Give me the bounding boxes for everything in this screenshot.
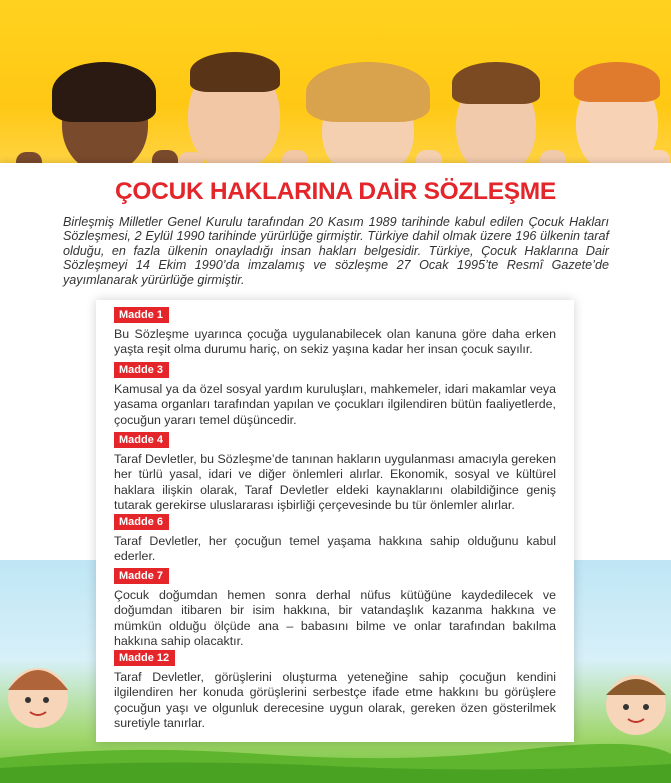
cartoon-girl-icon xyxy=(0,630,90,750)
intro-text: Birleşmiş Milletler Genel Kurulu tarafından 20 Kasım 1989 tarihinde kabul edilen Çocuk Hakları Sözleşmesi, 2 Eylül 1990 tarihinde yürürlüğe girmiştir. Türkiye dahil olmak üzere 196 ülkenin taraf olduğu, en fazla ülkenin onayladığı insan hakları belgesidir. Türkiye, Çocuk Haklarına Dair Sözleşmeyi 14 Ekim 1990’da imzalamış ve sözleşme 27 Ocak 1995’te Resmî Gazete’de yayımlanarak yürürlüğe girmiştir. xyxy=(63,215,609,287)
article-madde-7 xyxy=(114,566,556,649)
child-hair xyxy=(306,62,430,122)
child-hair xyxy=(52,62,156,122)
article-tag: Madde 3 xyxy=(114,362,169,378)
article-text: Taraf Devletler, görüşlerini oluşturma yeteneğine sahip çocuğun kendini ilgilendiren her konuda görüşlerini serbestçe ifade etme hakkını bu görüşlere çocuğun yaşı ve olgunluk derecesine uygun olarak, gereken özen gösterilmek suretiyle tanırlar. xyxy=(114,670,556,730)
child-hair xyxy=(574,62,660,102)
article-text: Kamusal ya da özel sosyal yardım kuruluşları, mahkemeler, idari makamlar veya yasama organları tarafından yapılan ve çocukları ilgilendiren bütün faaliyetlerde, çocuğun yararı temel düşüncedir. xyxy=(114,382,556,427)
grass-icon xyxy=(0,740,671,783)
article-madde-6 xyxy=(114,512,556,565)
article-text: Bu Sözleşme uyarınca çocuğa uygulanabilecek olan kanuna göre daha erken yaşta reşit olma durumu hariç, on sekiz yaşına kadar her insan çocuk sayılır. xyxy=(114,327,556,357)
child-hair xyxy=(190,52,280,92)
article-text: Çocuk doğumdan hemen sonra derhal nüfus kütüğüne kaydedilecek ve doğumdan itibaren bir isim hakkına, bir vatandaşlık kazanma hakkına ve mümkün olduğu ölçüde ana – babasını bilme ve onlar tarafından bakılma hakkına sahip olacaktır. xyxy=(114,588,556,648)
article-tag: Madde 4 xyxy=(114,432,169,448)
article-tag: Madde 1 xyxy=(114,307,169,323)
article-text: Taraf Devletler, her çocuğun temel yaşama hakkına sahip olduğunu kabul ederler. xyxy=(114,534,556,564)
article-madde-4 xyxy=(114,430,556,513)
article-madde-3 xyxy=(114,360,556,428)
article-madde-12 xyxy=(114,648,556,731)
article-tag: Madde 7 xyxy=(114,568,169,584)
child-hair xyxy=(452,62,540,104)
article-tag: Madde 12 xyxy=(114,650,175,666)
article-madde-1 xyxy=(114,305,556,358)
article-tag: Madde 6 xyxy=(114,514,169,530)
page-title: ÇOCUK HAKLARINA DAİR SÖZLEŞME xyxy=(115,178,556,205)
article-text: Taraf Devletler, bu Sözleşme’de tanınan hakların uygulanması amacıyla gereken her türlü yasal, idari ve diğer önlemleri alırlar. Ekonomik, sosyal ve kültürel haklara ilişkin olarak, Taraf Devletler eldeki kaynaklarını olabildiğince geniş tutarak gerekirse uluslararası işbirliği çerçevesinde bu tür önlemler alırlar. xyxy=(114,452,556,512)
